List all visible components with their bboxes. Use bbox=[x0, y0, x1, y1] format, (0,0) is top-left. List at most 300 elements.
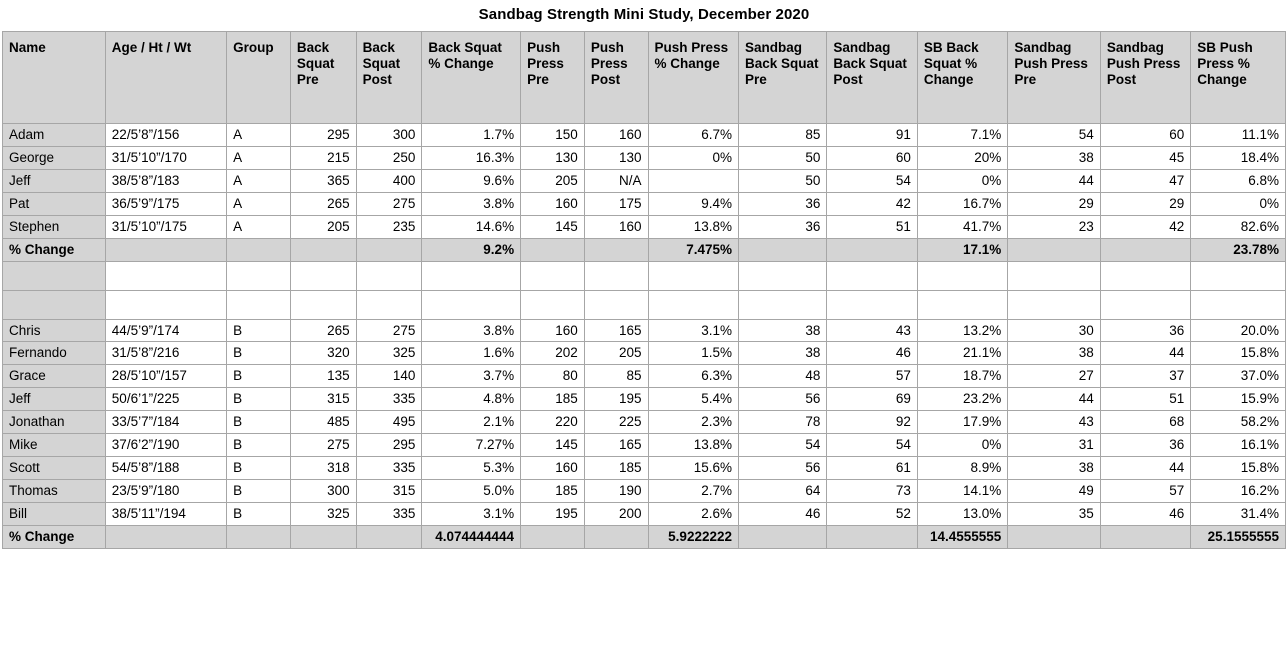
table-row bbox=[3, 365, 1286, 388]
cell-value: 195 bbox=[521, 502, 585, 525]
row-name-cell: Bill bbox=[3, 502, 106, 525]
cell-value: 9.2% bbox=[422, 238, 521, 261]
cell-value: 7.1% bbox=[917, 124, 1007, 147]
cell-value: 495 bbox=[356, 411, 422, 434]
cell-group: B bbox=[227, 342, 291, 365]
cell-value: 56 bbox=[739, 457, 827, 480]
cell-value bbox=[521, 290, 585, 319]
cell-age-ht-wt: 38/5’8”/183 bbox=[105, 169, 226, 192]
cell-value: 20% bbox=[917, 146, 1007, 169]
cell-value: 54 bbox=[1008, 124, 1101, 147]
cell-value bbox=[1008, 238, 1101, 261]
cell-value: 20.0% bbox=[1191, 319, 1286, 342]
cell-group: A bbox=[227, 124, 291, 147]
cell-value: 13.8% bbox=[648, 434, 738, 457]
cell-value: 48 bbox=[739, 365, 827, 388]
cell-value bbox=[521, 238, 585, 261]
row-name-cell: Stephen bbox=[3, 215, 106, 238]
cell-value: 205 bbox=[290, 215, 356, 238]
cell-age-ht-wt: 31/5’8”/216 bbox=[105, 342, 226, 365]
cell-age-ht-wt: 38/5’11”/194 bbox=[105, 502, 226, 525]
cell-value: 400 bbox=[356, 169, 422, 192]
cell-value: 2.3% bbox=[648, 411, 738, 434]
cell-group: B bbox=[227, 388, 291, 411]
cell-value: 145 bbox=[521, 434, 585, 457]
cell-value: 7.27% bbox=[422, 434, 521, 457]
cell-value: 300 bbox=[290, 479, 356, 502]
cell-value: 300 bbox=[356, 124, 422, 147]
cell-value: 11.1% bbox=[1191, 124, 1286, 147]
cell-value: 235 bbox=[356, 215, 422, 238]
column-header-group: Group bbox=[227, 32, 291, 124]
cell-value: 200 bbox=[584, 502, 648, 525]
cell-value: 51 bbox=[1100, 388, 1190, 411]
cell-value bbox=[356, 290, 422, 319]
cell-value: 295 bbox=[356, 434, 422, 457]
cell-value: 485 bbox=[290, 411, 356, 434]
row-name-cell: Jeff bbox=[3, 169, 106, 192]
cell-group bbox=[227, 525, 291, 548]
row-name-cell: Thomas bbox=[3, 479, 106, 502]
cell-value: 2.7% bbox=[648, 479, 738, 502]
cell-value bbox=[1008, 290, 1101, 319]
cell-value: 9.6% bbox=[422, 169, 521, 192]
cell-value: 25.1555555 bbox=[1191, 525, 1286, 548]
cell-value: 130 bbox=[584, 146, 648, 169]
cell-value: 265 bbox=[290, 319, 356, 342]
cell-value bbox=[290, 238, 356, 261]
cell-value: 215 bbox=[290, 146, 356, 169]
cell-value bbox=[739, 525, 827, 548]
cell-value: 275 bbox=[290, 434, 356, 457]
cell-value: 16.7% bbox=[917, 192, 1007, 215]
cell-value: 1.5% bbox=[648, 342, 738, 365]
table-row bbox=[3, 238, 1286, 261]
cell-value: 36 bbox=[1100, 319, 1190, 342]
cell-value: 57 bbox=[827, 365, 917, 388]
cell-value: 54 bbox=[739, 434, 827, 457]
table-row bbox=[3, 146, 1286, 169]
cell-value: 6.7% bbox=[648, 124, 738, 147]
cell-value: 23 bbox=[1008, 215, 1101, 238]
cell-group: A bbox=[227, 215, 291, 238]
cell-value: 1.7% bbox=[422, 124, 521, 147]
cell-age-ht-wt: 54/5’8”/188 bbox=[105, 457, 226, 480]
cell-value: 160 bbox=[521, 319, 585, 342]
cell-value: 205 bbox=[584, 342, 648, 365]
cell-value: 42 bbox=[827, 192, 917, 215]
column-header-name: Name bbox=[3, 32, 106, 124]
cell-value: 165 bbox=[584, 434, 648, 457]
row-name-cell: Chris bbox=[3, 319, 106, 342]
cell-value: 165 bbox=[584, 319, 648, 342]
cell-group: A bbox=[227, 146, 291, 169]
cell-value bbox=[827, 290, 917, 319]
cell-value bbox=[827, 261, 917, 290]
row-name-cell: Scott bbox=[3, 457, 106, 480]
cell-value: 45 bbox=[1100, 146, 1190, 169]
cell-value: 16.1% bbox=[1191, 434, 1286, 457]
row-name-cell bbox=[3, 261, 106, 290]
cell-value bbox=[648, 261, 738, 290]
column-header-sb-back-squat-pct-change: SB Back Squat % Change bbox=[917, 32, 1007, 124]
cell-value: 68 bbox=[1100, 411, 1190, 434]
cell-value: 44 bbox=[1100, 457, 1190, 480]
cell-value: 36 bbox=[1100, 434, 1190, 457]
cell-age-ht-wt: 33/5’7”/184 bbox=[105, 411, 226, 434]
study-table bbox=[2, 31, 1286, 549]
cell-value: 30 bbox=[1008, 319, 1101, 342]
cell-group: B bbox=[227, 365, 291, 388]
cell-value: 2.6% bbox=[648, 502, 738, 525]
cell-value: 54 bbox=[827, 434, 917, 457]
cell-value: 44 bbox=[1008, 169, 1101, 192]
cell-value: 29 bbox=[1008, 192, 1101, 215]
table-row bbox=[3, 457, 1286, 480]
cell-value: 54 bbox=[827, 169, 917, 192]
cell-value: 31 bbox=[1008, 434, 1101, 457]
column-header-push-press-pct-change: Push Press % Change bbox=[648, 32, 738, 124]
column-header-sandbag-back-squat-post: Sandbag Back Squat Post bbox=[827, 32, 917, 124]
table-header bbox=[3, 32, 1286, 124]
cell-value: 2.1% bbox=[422, 411, 521, 434]
cell-value: 7.475% bbox=[648, 238, 738, 261]
cell-value: 5.3% bbox=[422, 457, 521, 480]
cell-value: 42 bbox=[1100, 215, 1190, 238]
cell-value: 335 bbox=[356, 457, 422, 480]
row-name-cell: Mike bbox=[3, 434, 106, 457]
cell-value: 225 bbox=[584, 411, 648, 434]
cell-value: 58.2% bbox=[1191, 411, 1286, 434]
cell-value: 38 bbox=[1008, 146, 1101, 169]
cell-value bbox=[356, 238, 422, 261]
cell-value: 44 bbox=[1008, 388, 1101, 411]
cell-value: 91 bbox=[827, 124, 917, 147]
cell-value: 38 bbox=[1008, 342, 1101, 365]
cell-value: 265 bbox=[290, 192, 356, 215]
cell-value bbox=[739, 290, 827, 319]
cell-value bbox=[917, 261, 1007, 290]
table-body bbox=[3, 124, 1286, 549]
column-header-sandbag-push-press-post: Sandbag Push Press Post bbox=[1100, 32, 1190, 124]
cell-group: B bbox=[227, 411, 291, 434]
cell-group: A bbox=[227, 169, 291, 192]
cell-value: 37 bbox=[1100, 365, 1190, 388]
cell-value: 6.3% bbox=[648, 365, 738, 388]
cell-value: 335 bbox=[356, 502, 422, 525]
cell-value: 56 bbox=[739, 388, 827, 411]
row-name-cell: % Change bbox=[3, 238, 106, 261]
cell-value bbox=[584, 525, 648, 548]
cell-value bbox=[827, 238, 917, 261]
cell-value: 43 bbox=[1008, 411, 1101, 434]
cell-value: 220 bbox=[521, 411, 585, 434]
cell-value: 318 bbox=[290, 457, 356, 480]
cell-value: 0% bbox=[917, 169, 1007, 192]
cell-value: 150 bbox=[521, 124, 585, 147]
table-row bbox=[3, 479, 1286, 502]
cell-value: 3.7% bbox=[422, 365, 521, 388]
row-name-cell: George bbox=[3, 146, 106, 169]
cell-group: B bbox=[227, 434, 291, 457]
cell-value: 85 bbox=[739, 124, 827, 147]
table-row bbox=[3, 169, 1286, 192]
cell-value bbox=[356, 525, 422, 548]
column-header-sb-push-press-pct-change: SB Push Press % Change bbox=[1191, 32, 1286, 124]
cell-value: 23.2% bbox=[917, 388, 1007, 411]
cell-value: 1.6% bbox=[422, 342, 521, 365]
table-row bbox=[3, 124, 1286, 147]
cell-value: 295 bbox=[290, 124, 356, 147]
cell-group: B bbox=[227, 502, 291, 525]
cell-value: 3.8% bbox=[422, 192, 521, 215]
cell-group: B bbox=[227, 479, 291, 502]
cell-value: 18.7% bbox=[917, 365, 1007, 388]
cell-value: 6.8% bbox=[1191, 169, 1286, 192]
cell-value: 5.0% bbox=[422, 479, 521, 502]
page-title: Sandbag Strength Mini Study, December 2020 bbox=[478, 6, 810, 23]
cell-value: 64 bbox=[739, 479, 827, 502]
cell-age-ht-wt: 37/6’2”/190 bbox=[105, 434, 226, 457]
cell-group: B bbox=[227, 457, 291, 480]
cell-value bbox=[290, 261, 356, 290]
cell-value: 14.1% bbox=[917, 479, 1007, 502]
cell-value: 15.9% bbox=[1191, 388, 1286, 411]
cell-value: 13.8% bbox=[648, 215, 738, 238]
cell-value: 15.8% bbox=[1191, 457, 1286, 480]
cell-value: 250 bbox=[356, 146, 422, 169]
cell-group bbox=[227, 238, 291, 261]
column-header-sandbag-push-press-pre: Sandbag Push Press Pre bbox=[1008, 32, 1101, 124]
cell-value: 130 bbox=[521, 146, 585, 169]
cell-value: 140 bbox=[356, 365, 422, 388]
cell-value bbox=[1191, 290, 1286, 319]
cell-value: 185 bbox=[521, 388, 585, 411]
cell-value: 61 bbox=[827, 457, 917, 480]
cell-value: 0% bbox=[917, 434, 1007, 457]
cell-value: 18.4% bbox=[1191, 146, 1286, 169]
cell-value: 5.9222222 bbox=[648, 525, 738, 548]
cell-value: N/A bbox=[584, 169, 648, 192]
cell-value bbox=[739, 261, 827, 290]
cell-value bbox=[584, 290, 648, 319]
cell-value bbox=[1100, 290, 1190, 319]
cell-value: 325 bbox=[290, 502, 356, 525]
cell-value: 17.9% bbox=[917, 411, 1007, 434]
cell-age-ht-wt: 23/5’9”/180 bbox=[105, 479, 226, 502]
cell-age-ht-wt: 31/5’10”/175 bbox=[105, 215, 226, 238]
cell-value bbox=[290, 290, 356, 319]
cell-value: 175 bbox=[584, 192, 648, 215]
cell-age-ht-wt: 44/5’9”/174 bbox=[105, 319, 226, 342]
table-row bbox=[3, 525, 1286, 548]
cell-value: 315 bbox=[290, 388, 356, 411]
column-header-back-squat-post: Back Squat Post bbox=[356, 32, 422, 124]
cell-value: 69 bbox=[827, 388, 917, 411]
row-name-cell bbox=[3, 290, 106, 319]
cell-value: 15.6% bbox=[648, 457, 738, 480]
cell-value: 36 bbox=[739, 215, 827, 238]
cell-value: 78 bbox=[739, 411, 827, 434]
cell-value: 82.6% bbox=[1191, 215, 1286, 238]
cell-value bbox=[1008, 261, 1101, 290]
cell-value bbox=[1100, 261, 1190, 290]
cell-value: 14.4555555 bbox=[917, 525, 1007, 548]
cell-value: 47 bbox=[1100, 169, 1190, 192]
cell-group bbox=[227, 290, 291, 319]
cell-value: 3.8% bbox=[422, 319, 521, 342]
cell-value bbox=[648, 290, 738, 319]
cell-age-ht-wt: 36/5’9”/175 bbox=[105, 192, 226, 215]
cell-value: 38 bbox=[739, 319, 827, 342]
cell-value: 85 bbox=[584, 365, 648, 388]
cell-value: 275 bbox=[356, 192, 422, 215]
cell-value: 320 bbox=[290, 342, 356, 365]
row-name-cell: Adam bbox=[3, 124, 106, 147]
cell-value bbox=[584, 261, 648, 290]
cell-value bbox=[1191, 261, 1286, 290]
cell-value: 13.0% bbox=[917, 502, 1007, 525]
cell-value: 0% bbox=[648, 146, 738, 169]
cell-value: 4.8% bbox=[422, 388, 521, 411]
cell-age-ht-wt bbox=[105, 290, 226, 319]
cell-value: 49 bbox=[1008, 479, 1101, 502]
cell-age-ht-wt bbox=[105, 525, 226, 548]
cell-value: 57 bbox=[1100, 479, 1190, 502]
cell-value: 185 bbox=[521, 479, 585, 502]
cell-value: 335 bbox=[356, 388, 422, 411]
cell-value bbox=[521, 525, 585, 548]
cell-value: 51 bbox=[827, 215, 917, 238]
column-header-back-squat-pre: Back Squat Pre bbox=[290, 32, 356, 124]
row-name-cell: % Change bbox=[3, 525, 106, 548]
cell-age-ht-wt: 28/5’10”/157 bbox=[105, 365, 226, 388]
cell-value: 80 bbox=[521, 365, 585, 388]
cell-value: 190 bbox=[584, 479, 648, 502]
cell-value: 46 bbox=[1100, 502, 1190, 525]
cell-value bbox=[917, 290, 1007, 319]
cell-age-ht-wt: 50/6’1”/225 bbox=[105, 388, 226, 411]
cell-group: B bbox=[227, 319, 291, 342]
column-header-age-ht-wt: Age / Ht / Wt bbox=[105, 32, 226, 124]
cell-value: 35 bbox=[1008, 502, 1101, 525]
cell-value bbox=[1100, 238, 1190, 261]
cell-value: 160 bbox=[584, 215, 648, 238]
cell-value: 15.8% bbox=[1191, 342, 1286, 365]
cell-value: 52 bbox=[827, 502, 917, 525]
cell-value: 5.4% bbox=[648, 388, 738, 411]
cell-value: 202 bbox=[521, 342, 585, 365]
cell-value bbox=[827, 525, 917, 548]
cell-age-ht-wt bbox=[105, 261, 226, 290]
row-name-cell: Pat bbox=[3, 192, 106, 215]
cell-value: 145 bbox=[521, 215, 585, 238]
cell-value bbox=[1008, 525, 1101, 548]
table-row bbox=[3, 434, 1286, 457]
cell-value: 14.6% bbox=[422, 215, 521, 238]
cell-value: 325 bbox=[356, 342, 422, 365]
cell-value: 160 bbox=[584, 124, 648, 147]
column-header-push-press-pre: Push Press Pre bbox=[521, 32, 585, 124]
table-row bbox=[3, 215, 1286, 238]
cell-value: 46 bbox=[739, 502, 827, 525]
column-header-sandbag-back-squat-pre: Sandbag Back Squat Pre bbox=[739, 32, 827, 124]
cell-group: A bbox=[227, 192, 291, 215]
cell-value: 205 bbox=[521, 169, 585, 192]
cell-value: 36 bbox=[739, 192, 827, 215]
table-row bbox=[3, 192, 1286, 215]
cell-value: 44 bbox=[1100, 342, 1190, 365]
cell-value bbox=[1100, 525, 1190, 548]
cell-value bbox=[422, 290, 521, 319]
header-row bbox=[3, 32, 1286, 124]
cell-value bbox=[739, 238, 827, 261]
cell-value: 9.4% bbox=[648, 192, 738, 215]
cell-value: 13.2% bbox=[917, 319, 1007, 342]
table-row bbox=[3, 290, 1286, 319]
table-row bbox=[3, 261, 1286, 290]
cell-age-ht-wt: 31/5’10”/170 bbox=[105, 146, 226, 169]
cell-value: 185 bbox=[584, 457, 648, 480]
cell-value: 135 bbox=[290, 365, 356, 388]
table-row bbox=[3, 411, 1286, 434]
cell-value: 3.1% bbox=[648, 319, 738, 342]
cell-value bbox=[648, 169, 738, 192]
row-name-cell: Jonathan bbox=[3, 411, 106, 434]
cell-age-ht-wt bbox=[105, 238, 226, 261]
column-header-back-squat-pct-change: Back Squat % Change bbox=[422, 32, 521, 124]
cell-value: 8.9% bbox=[917, 457, 1007, 480]
cell-value: 43 bbox=[827, 319, 917, 342]
cell-value bbox=[422, 261, 521, 290]
cell-age-ht-wt: 22/5’8”/156 bbox=[105, 124, 226, 147]
table-row bbox=[3, 502, 1286, 525]
column-header-push-press-post: Push Press Post bbox=[584, 32, 648, 124]
cell-value: 38 bbox=[739, 342, 827, 365]
cell-value: 160 bbox=[521, 192, 585, 215]
cell-value: 365 bbox=[290, 169, 356, 192]
table-row bbox=[3, 319, 1286, 342]
cell-value: 60 bbox=[1100, 124, 1190, 147]
table-row bbox=[3, 342, 1286, 365]
cell-value: 160 bbox=[521, 457, 585, 480]
table-row bbox=[3, 388, 1286, 411]
cell-value: 27 bbox=[1008, 365, 1101, 388]
cell-value: 37.0% bbox=[1191, 365, 1286, 388]
cell-value: 73 bbox=[827, 479, 917, 502]
row-name-cell: Fernando bbox=[3, 342, 106, 365]
cell-value: 29 bbox=[1100, 192, 1190, 215]
cell-value: 315 bbox=[356, 479, 422, 502]
cell-value bbox=[584, 238, 648, 261]
cell-value: 41.7% bbox=[917, 215, 1007, 238]
cell-value bbox=[521, 261, 585, 290]
cell-value: 21.1% bbox=[917, 342, 1007, 365]
cell-value: 3.1% bbox=[422, 502, 521, 525]
cell-value: 50 bbox=[739, 146, 827, 169]
cell-value: 31.4% bbox=[1191, 502, 1286, 525]
cell-value: 275 bbox=[356, 319, 422, 342]
cell-value: 16.2% bbox=[1191, 479, 1286, 502]
cell-value: 0% bbox=[1191, 192, 1286, 215]
cell-value: 195 bbox=[584, 388, 648, 411]
cell-value: 50 bbox=[739, 169, 827, 192]
cell-value: 38 bbox=[1008, 457, 1101, 480]
cell-value: 23.78% bbox=[1191, 238, 1286, 261]
cell-value: 92 bbox=[827, 411, 917, 434]
cell-value bbox=[356, 261, 422, 290]
cell-value bbox=[290, 525, 356, 548]
